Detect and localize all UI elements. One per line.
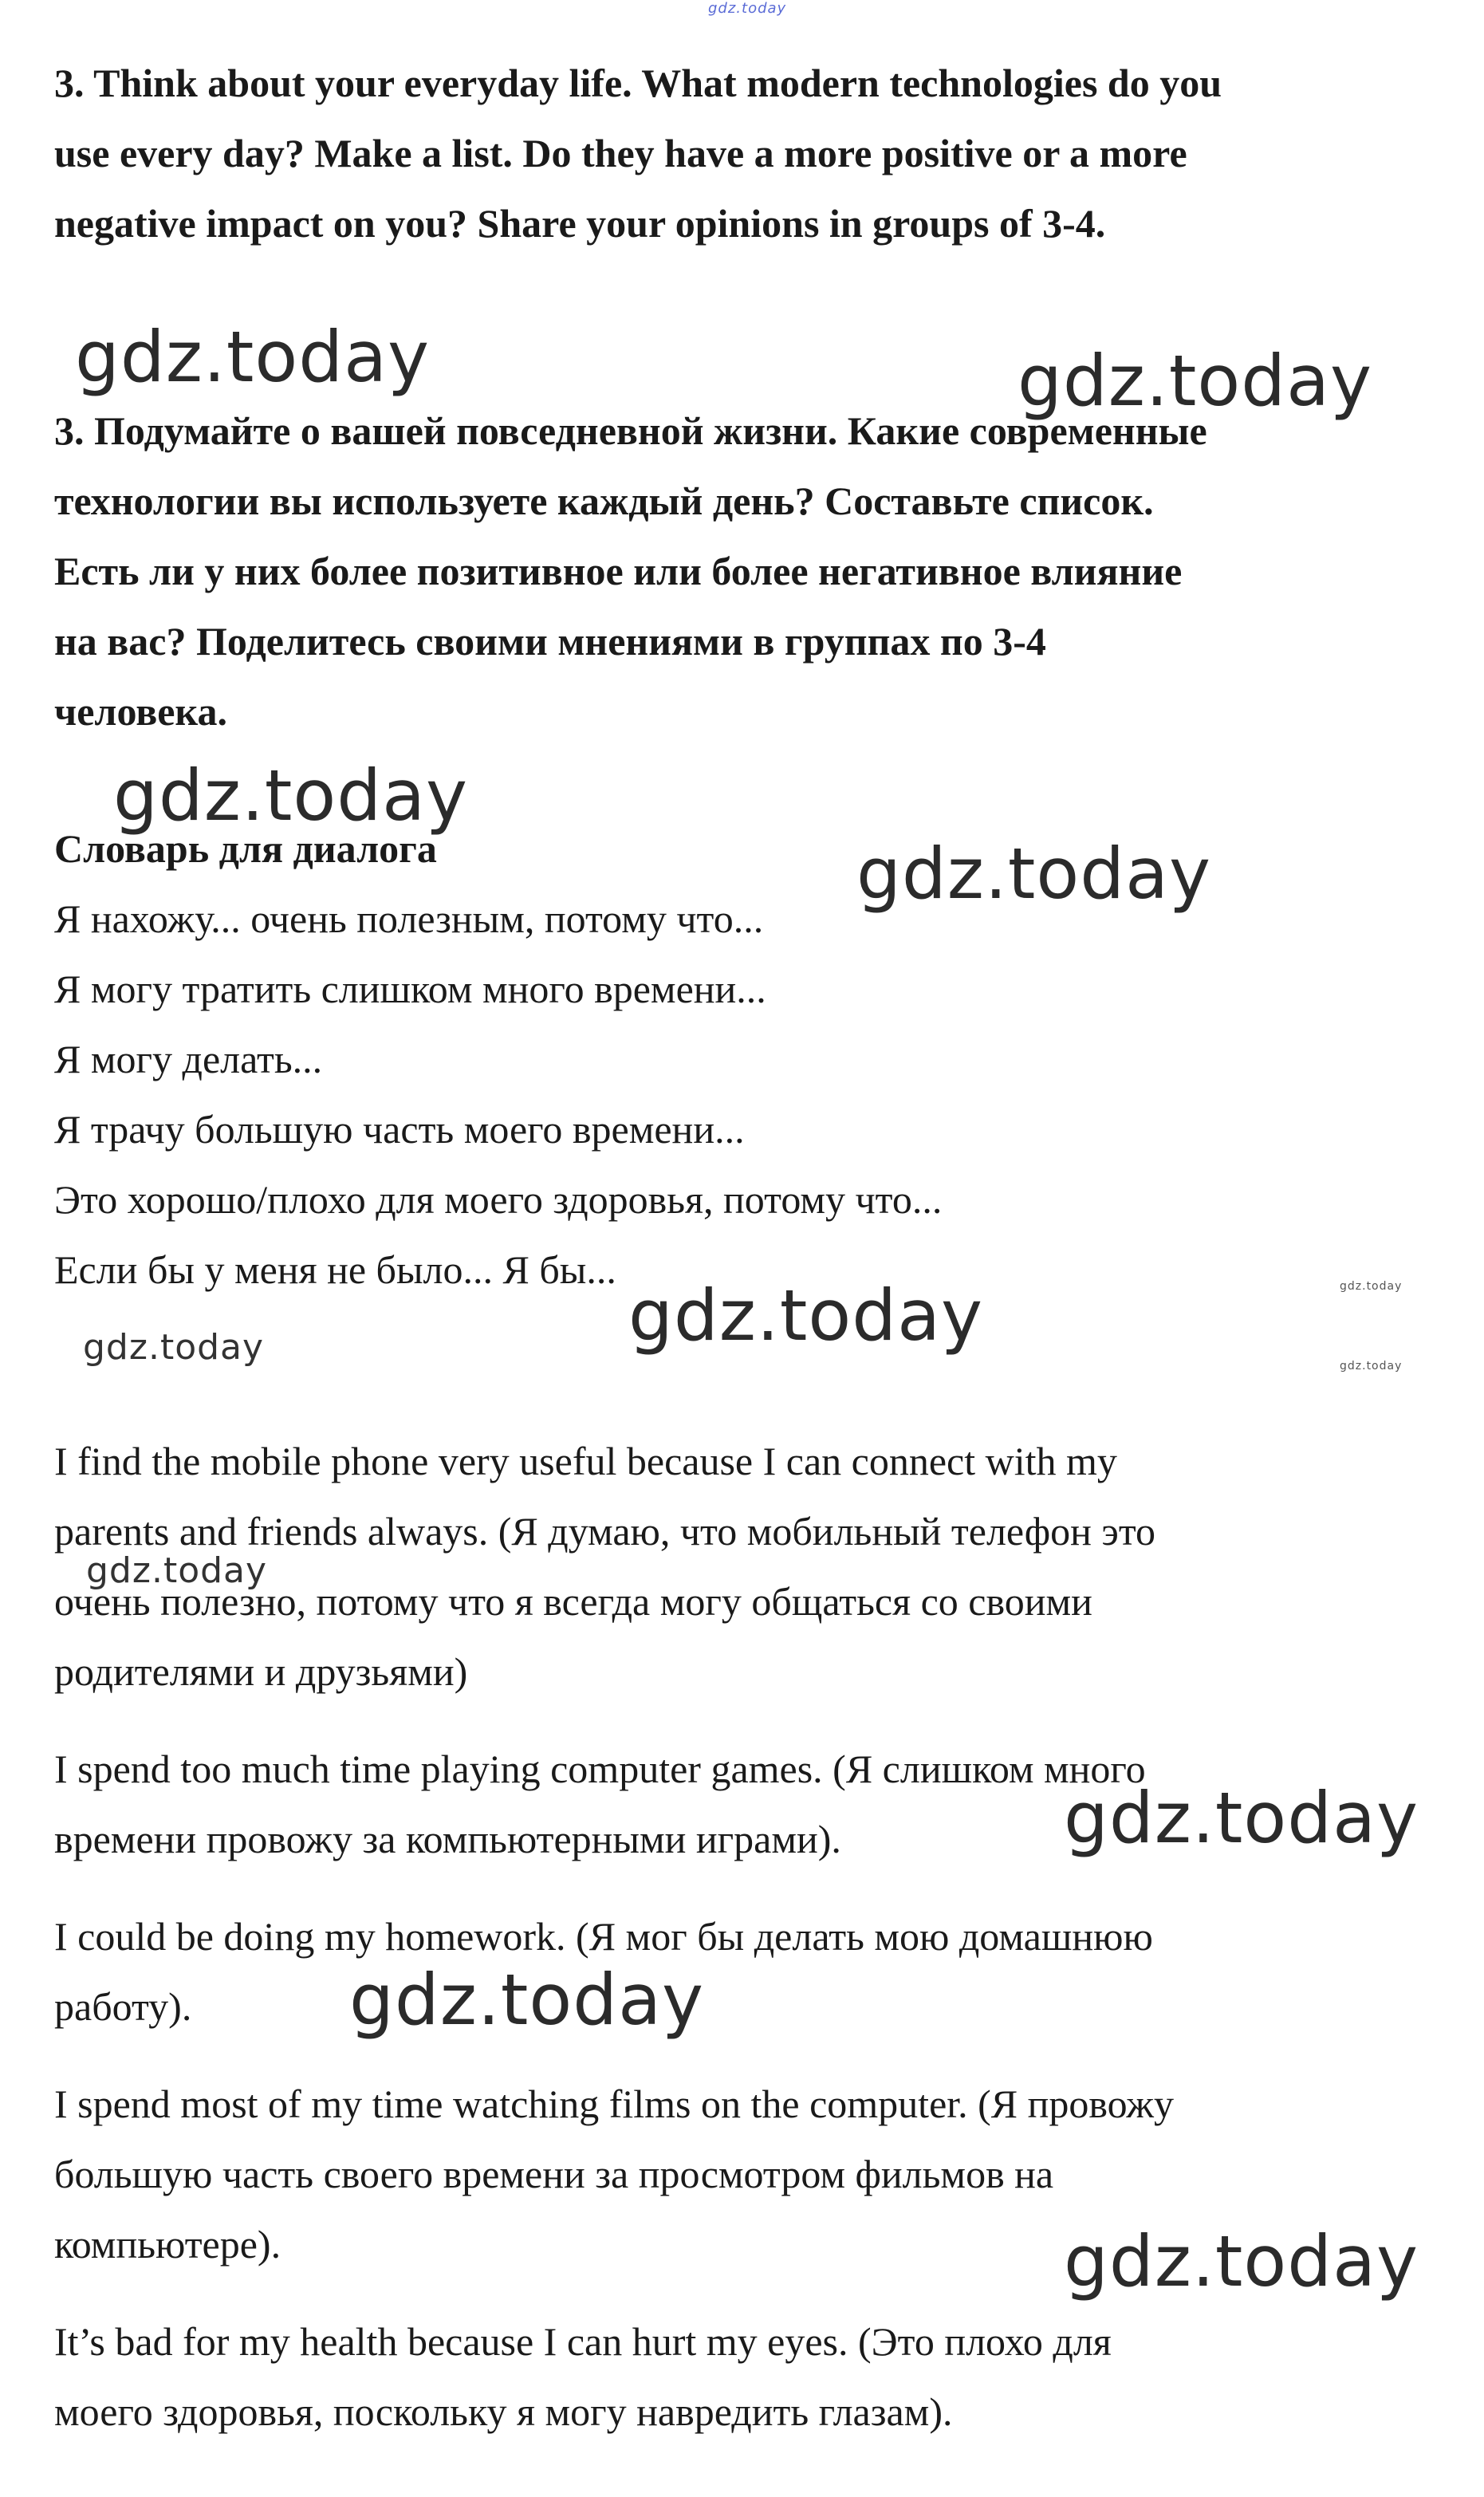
task-ru-line: технологии вы используете каждый день? Составьте список. (54, 479, 1154, 523)
task-ru-line: 3. Подумайте о вашей повседневной жизни. Какие современные (54, 408, 1207, 453)
answer-line: I find the mobile phone very useful because I can connect with my (54, 1439, 1117, 1483)
watermark-6: gdz.today (83, 1327, 265, 1368)
task-en-line: negative impact on you? Share your opinions in groups of 3-4. (54, 201, 1106, 246)
watermark-10: gdz.today (1064, 1777, 1419, 1859)
watermark-1: gdz.today (75, 316, 431, 398)
answer-line: I could be doing my homework. (Я мог бы делать мою домашнюю (54, 1914, 1153, 1959)
task-ru-line: на вас? Поделитесь своими мнениями в группах по 3-4 (54, 619, 1046, 664)
watermark-top: gdz.today (708, 0, 787, 17)
answer-line: родителями и друзьями) (54, 1649, 468, 1694)
watermark-4: gdz.today (856, 833, 1212, 915)
watermark-11: gdz.today (349, 1959, 705, 2041)
answer-line: времени провожу за компьютерными играми). (54, 1817, 841, 1861)
watermark-3: gdz.today (113, 754, 469, 837)
vocabulary-item: Если бы у меня не было... Я бы... (54, 1247, 616, 1292)
answer-line: parents and friends always. (Я думаю, что мобильный телефон это (54, 1509, 1156, 1554)
watermark-8: gdz.today (1340, 1360, 1403, 1373)
vocabulary-item: Я трачу большую часть моего времени... (54, 1107, 745, 1152)
watermark-9: gdz.today (86, 1550, 268, 1591)
watermark-5: gdz.today (628, 1274, 984, 1357)
answer-line: I spend too much time playing computer games. (Я слишком много (54, 1747, 1146, 1791)
vocabulary-heading: Словарь для диалога (54, 826, 437, 871)
vocabulary-item: Я могу тратить слишком много времени... (54, 967, 766, 1011)
answer-line: It’s bad for my health because I can hurt my eyes. (Это плохо для (54, 2319, 1112, 2364)
answer-line: работу). (54, 1984, 192, 2029)
task-ru-line: человека. (54, 689, 227, 734)
vocabulary-item: Я нахожу... очень полезным, потому что... (54, 896, 764, 941)
vocabulary-item: Я могу делать... (54, 1037, 323, 1081)
watermark-2: gdz.today (1018, 340, 1373, 422)
watermark-12: gdz.today (1064, 2220, 1419, 2302)
task-en-line: use every day? Make a list. Do they have a more positive or a more (54, 131, 1187, 175)
watermark-7: gdz.today (1340, 1280, 1403, 1293)
answer-line: компьютере). (54, 2222, 281, 2267)
answer-line: моего здоровья, поскольку я могу навредить глазам). (54, 2389, 953, 2434)
answer-line: I spend most of my time watching films on the computer. (Я провожу (54, 2081, 1174, 2126)
task-en-line: 3. Think about your everyday life. What modern technologies do you (54, 61, 1222, 105)
answer-line: очень полезно, потому что я всегда могу общаться со своими (54, 1579, 1092, 1624)
task-ru-line: Есть ли у них более позитивное или более негативное влияние (54, 549, 1183, 593)
answer-line: большую часть своего времени за просмотром фильмов на (54, 2152, 1054, 2196)
vocabulary-item: Это хорошо/плохо для моего здоровья, потому что... (54, 1177, 943, 1222)
